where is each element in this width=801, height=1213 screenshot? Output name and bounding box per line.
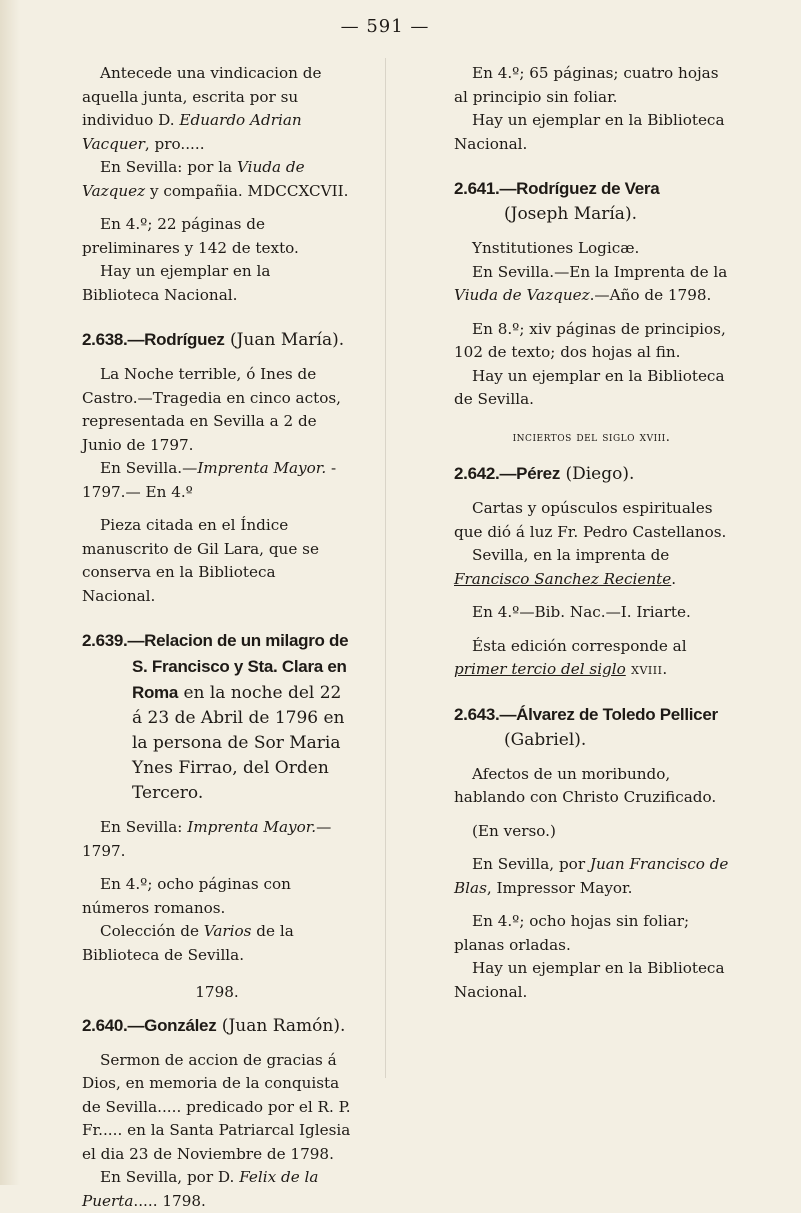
entry-2638-title: La Noche terrible, ó Ines de Castro.—Tragedia en cinco actos, representada en Sevilla a 2 de Junio de 1797. [82,365,341,454]
entry-2643-holding: Hay un ejemplar en la Biblioteca Nacional. [454,959,725,1001]
page-edge-shading [0,0,20,1185]
entry-2639-format: En 4.º; ocho páginas con números romanos. [82,875,291,917]
entry-2641-title: Ynstitutiones Logicæ. [472,239,640,257]
entry-2643-format: En 4.º; ocho hojas sin foliar; planas orladas. [454,912,690,954]
entry-2642-imprint: Sevilla, en la imprenta de Francisco Sanchez Reciente. [454,546,677,588]
imprint-line: En Sevilla: por la Viuda de Vazquez y compañia. MDCCXCVII. [82,158,349,200]
entry-2641-imprint: En Sevilla.—En la Imprenta de la Viuda de Vazquez.—Año de 1798. [454,262,728,304]
holding-note-2640: Hay un ejemplar en la Biblioteca Nacional. [454,111,725,153]
entry-2643-imprint: En Sevilla, por Juan Francisco de Blas, Impressor Mayor. [454,855,729,897]
year-heading: 1798. [195,983,239,1001]
entry-2639-imprint: En Sevilla: Imprenta Mayor.—1797. [82,818,332,860]
format-line-2640: En 4.º; 65 páginas; cuatro hojas al principio sin foliar. [454,64,719,106]
right-column [454,62,729,1004]
column-divider [385,58,386,1078]
entry-2643-heading: 2.643.—Álvarez de Toledo Pellicer (Gabriel). [454,704,718,750]
entry-2640-title: Sermon de accion de gracias á Dios, en memoria de la conquista de Sevilla..... predicado por el R. P. Fr..... en la Santa Patriarcal Iglesia el dia 23 de Noviembre de 1798. [82,1050,351,1163]
entry-2638-heading: 2.638.—Rodríguez (Juan María). [82,330,345,350]
page-number: — 591 — [340,16,430,37]
left-column [82,62,352,1213]
entry-2639-collection: Colección de Varios de la Biblioteca de Sevilla. [82,922,294,964]
entry-2642-note: Ésta edición corresponde al primer tercio del siglo xviii. [454,636,687,678]
entry-2638-note: Pieza citada en el Índice manuscrito de Gil Lara, que se conserva en la Biblioteca Nacional. [82,516,319,605]
entry-2642-format: En 4.º—Bib. Nac.—I. Iriarte. [472,603,691,621]
entry-2642-heading: 2.642.—Pérez (Diego). [454,464,635,484]
vindicacion-note: Antecede una vindicacion de aquella junta, escrita por su individuo D. Eduardo Adrian Vacquer, pro..... [82,64,322,153]
section-heading: inciertos del siglo xviii. [512,429,671,445]
entry-2639-heading: 2.639.—Relacion de un milagro de S. Francisco y Sta. Clara en Roma en la noche del 22 á 23 de Abril de 1796 en la persona de Sor Maria Ynes Firrao, del Orden Tercero. [82,631,349,803]
entry-2640-imprint: En Sevilla, por D. Felix de la Puerta..... 1798. [82,1168,319,1210]
format-line: En 4.º; 22 páginas de preliminares y 142 de texto. [82,215,299,257]
entry-2642-title: Cartas y opúsculos espirituales que dió á luz Fr. Pedro Castellanos. [454,499,727,541]
entry-2641-format: En 8.º; xiv páginas de principios, 102 de texto; dos hojas al fin. [454,319,726,361]
entry-2643-title: Afectos de un moribundo, hablando con Christo Cruzificado. [454,764,717,806]
entry-2643-verse-note: (En verso.) [472,821,556,840]
entry-2640-heading: 2.640.—González (Juan Ramón). [82,1015,346,1036]
entry-2641-heading: 2.641.—Rodríguez de Vera (Joseph María). [454,179,660,224]
entry-2641-holding: Hay un ejemplar en la Biblioteca de Sevilla. [454,366,725,408]
entry-2638-imprint: En Sevilla.—Imprenta Mayor. - 1797.— En 4.º [82,459,337,501]
holding-note: Hay un ejemplar en la Biblioteca Nacional. [82,262,271,304]
